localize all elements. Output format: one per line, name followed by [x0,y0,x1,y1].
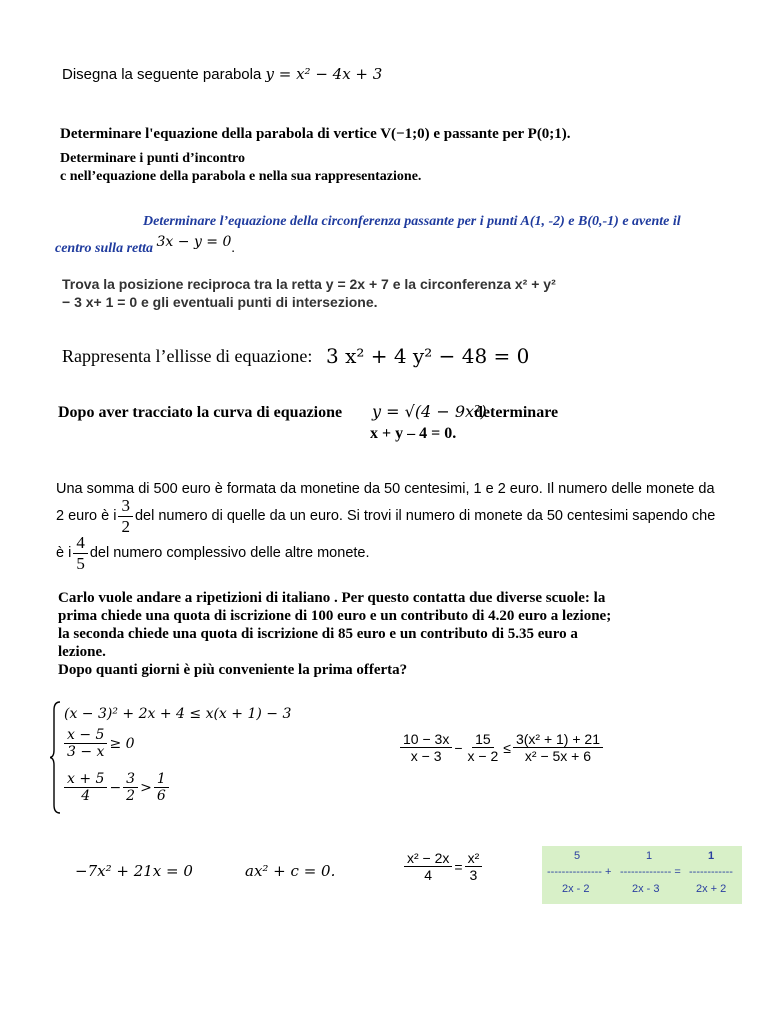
circle-center-line-eq: 3x − y = 0 [156,234,232,250]
carlo-question: Dopo quanti giorni è più conveniente la prima offerta? [58,662,408,678]
row2-num: x − 5 [64,727,107,744]
parabola-equation: y = x² − 4x + 3 [265,65,383,83]
green-d1: 2x - 2 [562,883,590,895]
green-dash1: --------------- + [547,866,612,878]
coins-frac2-den: 5 [76,553,85,573]
row3-num: x + 5 [64,771,107,788]
fi-n2: 15 [472,731,494,748]
carlo-line-2: prima chiede una quota di iscrizione di 100 euro e un contributo di 4.20 euro a lezione; [58,608,612,624]
carlo-line-4: lezione. [58,644,106,660]
equation-3 [402,850,484,883]
green-d2: 2x - 3 [632,883,660,895]
fi-frac1 [400,731,452,764]
parabola-draw-text [62,65,382,83]
carlo-line-3: la seconda chiede una quota di iscrizione di 85 euro e un contributo di 5.35 euro a [58,626,578,642]
row3-den2: 2 [126,788,136,805]
curve-after: determinare [474,404,559,421]
circle-dot: . [231,241,235,256]
system-row2-frac [64,727,107,760]
ellipse-equation: 3 x² + 4 y² − 48 = 0 [326,344,530,368]
fi-minus: − [454,739,463,756]
row3-frac2 [123,771,138,804]
fi-d2: x − 2 [467,748,499,765]
green-n1: 5 [574,850,581,862]
fi-d1: x − 3 [410,748,442,765]
system-brace-icon [50,700,62,815]
eq3-n2: x² [465,850,483,867]
coins-line-1: Una somma di 500 euro è formata da monetine da 50 centesimi, 1 e 2 euro. Il numero delle monete da [56,481,715,497]
curve-equation: y = √(4 − 9x²) [372,402,487,421]
green-n2: 1 [646,850,653,862]
fi-frac2 [465,731,502,764]
eq3-d1: 4 [424,867,433,884]
system-row-3 [62,771,171,804]
coins-line-3 [56,533,370,573]
coins-line-3-pre: è i [56,545,72,561]
equation-2: ax² + c = 0. [245,862,336,880]
coins-frac1-den: 2 [121,516,130,536]
ellipse-text: Rappresenta l’ellisse di equazione: [62,346,313,366]
carlo-line-1: Carlo vuole andare a ripetizioni di italiano . Per questo contatta due diverse scuole: la [58,590,606,606]
fi-n1: 10 − 3x [400,731,452,748]
circle-line-2 [55,234,235,257]
fi-d3: x² − 5x + 6 [524,748,592,765]
eq3-equals: = [454,858,463,875]
eq3-d2: 3 [469,867,478,884]
row3-frac3 [154,771,169,804]
row2-den: 3 − x [67,744,105,761]
coins-fraction-4-5 [73,533,88,573]
row3-gt: > [140,779,152,796]
row3-frac1 [64,771,107,804]
green-d3: 2x + 2 [696,883,727,895]
green-equation-box [542,846,742,904]
coins-frac2-num: 4 [73,533,88,554]
green-n3: 1 [708,850,715,862]
coins-line-2-pre: 2 euro è i [56,508,117,524]
row3-minus: − [109,779,122,796]
coins-line-2-post: del numero di quelle da un euro. Si trovi il numero di monete da 50 centesimi sapendo che [134,508,716,524]
coins-fraction-3-2 [118,496,133,536]
coins-line-2 [56,496,715,536]
fractional-inequality [398,731,605,764]
row3-num2: 3 [123,771,138,788]
row3-den: 4 [81,788,91,805]
position-line-2: − 3 x+ 1 = 0 e gli eventuali punti di intersezione. [62,294,378,310]
curve-text: Dopo aver tracciato la curva di equazione [58,404,343,421]
eq3-n1: x² − 2x [404,850,452,867]
fi-le: ≤ [503,739,511,756]
intersect-line-2: c nell’equazione della parabola e nella sua rappresentazione. [60,169,422,184]
intersect-line-1: Determinare i punti d’incontro [60,151,245,166]
row3-den3: 6 [156,788,166,805]
row3-num3: 1 [154,771,169,788]
inequality-system [50,700,300,815]
parabola-vertex-text: Determinare l'equazione della parabola di vertice V(−1;0) e passante per P(0;1). [60,126,571,142]
fi-n3: 3(x² + 1) + 21 [513,731,603,748]
parabola-draw-label: Disegna la seguente parabola [62,66,262,83]
eq3-frac2 [465,850,483,883]
coins-frac1-num: 3 [118,496,133,517]
circle-line-1: Determinare l’equazione della circonferenza passante per i punti A(1, -2) e B(0,-1) e avente il [143,214,681,229]
fi-frac3 [513,731,603,764]
system-row-1: (x − 3)² + 2x + 4 ≤ x(x + 1) − 3 [64,706,292,722]
equation-1: −7x² + 21x = 0 [75,862,193,880]
coins-line-3-post: del numero complessivo delle altre monete. [89,545,370,561]
row2-rhs: ≥ 0 [109,735,135,752]
green-dash2: -------------- = [620,866,681,878]
system-row-2 [62,727,135,760]
eq3-frac1 [404,850,452,883]
position-line-1: Trova la posizione reciproca tra la retta y = 2x + 7 e la circonferenza x² + y² [62,276,556,292]
curve-line-2: x + y – 4 = 0. [370,425,457,442]
green-dash3: ------------ [689,866,733,878]
circle-line-2-label: centro sulla retta [55,241,154,256]
